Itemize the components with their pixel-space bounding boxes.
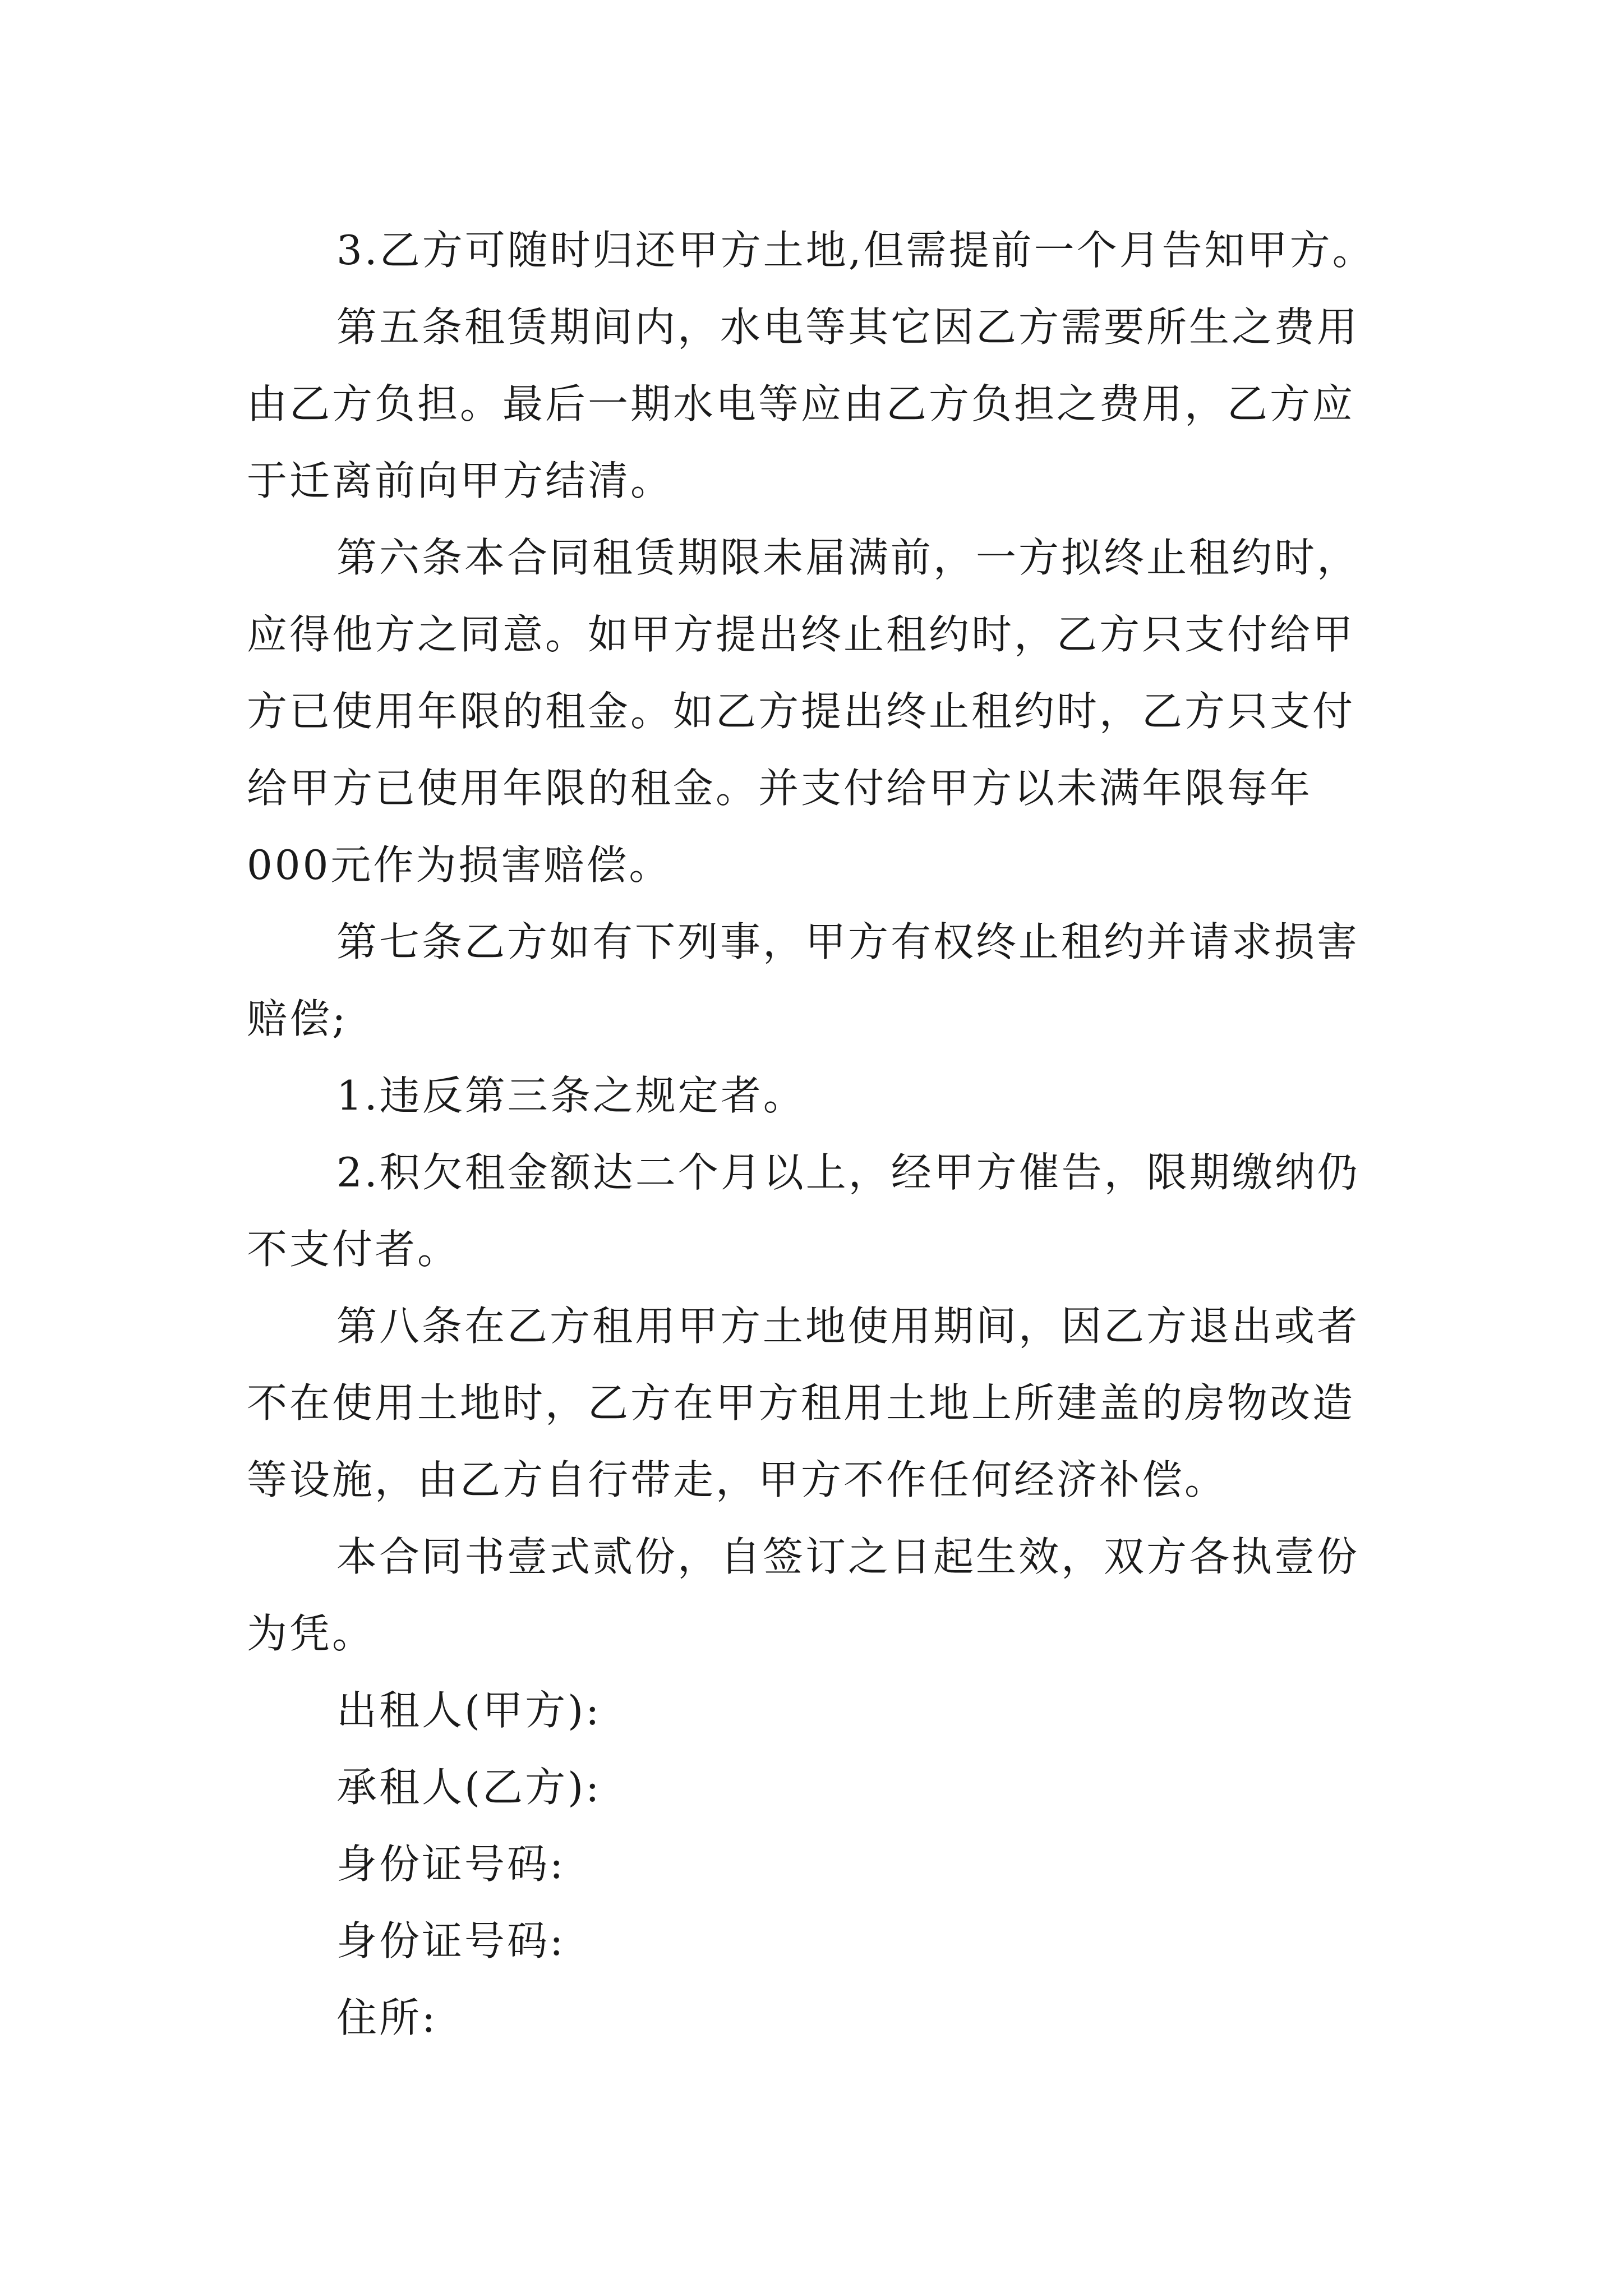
paragraph-return-land <box>247 212 1391 289</box>
text-line: 第八条在乙方租用甲方土地使用期间，因乙方退出或者 <box>336 1303 1360 1350</box>
paragraph-article-8 <box>247 1288 1391 1519</box>
text-line: 应得他方之同意。如甲方提出终止租约时，乙方只支付给甲 <box>247 611 1355 658</box>
id-number-field-label: 身份证号码: <box>336 1841 566 1888</box>
id-number-field-label: 身份证号码: <box>336 1917 566 1964</box>
text-line: 本合同书壹式贰份，自签订之日起生效，双方各执壹份 <box>336 1533 1360 1580</box>
text-line: 由乙方负担。最后一期水电等应由乙方负担之费用，乙方应 <box>247 380 1355 427</box>
text-line: 等设施，由乙方自行带走，甲方不作任何经济补偿。 <box>247 1456 1228 1503</box>
paragraph-item-1 <box>247 1057 1391 1134</box>
lessee-field-label: 承租人(乙方): <box>336 1764 602 1811</box>
text-line: 3.乙方可随时归还甲方土地,但需提前一个月告知甲方。 <box>336 227 1375 274</box>
document-body <box>247 212 1391 2056</box>
lessor-field-label: 出租人(甲方): <box>336 1687 602 1734</box>
signature-block <box>247 1672 1391 2056</box>
paragraph-article-7 <box>247 904 1391 1057</box>
text-line: 为凭。 <box>247 1610 375 1657</box>
text-line: 赔偿; <box>247 995 348 1042</box>
text-line: 第七条乙方如有下列事，甲方有权终止租约并请求损害 <box>336 918 1360 965</box>
text-line: 给甲方已使用年限的租金。并支付给甲方以未满年限每年 <box>247 765 1313 812</box>
text-line: 第五条租赁期间内，水电等其它因乙方需要所生之费用 <box>336 303 1360 351</box>
text-line: 第六条本合同租赁期限未届满前，一方拟终止租约时， <box>336 534 1360 581</box>
text-line: 不支付者。 <box>247 1226 460 1273</box>
text-line: 000元作为损害赔偿。 <box>247 841 672 889</box>
text-line: 方已使用年限的租金。如乙方提出终止租约时，乙方只支付 <box>247 688 1355 735</box>
text-line: 于迁离前向甲方结清。 <box>247 457 674 504</box>
address-field-label: 住所: <box>336 1994 438 2041</box>
text-line: 1.违反第三条之规定者。 <box>336 1072 806 1119</box>
paragraph-article-5 <box>247 289 1391 519</box>
paragraph-article-6 <box>247 519 1391 904</box>
text-line: 不在使用土地时，乙方在甲方租用土地上所建盖的房物改造 <box>247 1379 1355 1427</box>
text-line: 2.积欠租金额达二个月以上，经甲方催告，限期缴纳仍 <box>336 1149 1360 1196</box>
paragraph-item-2 <box>247 1134 1391 1288</box>
paragraph-contract-copies <box>247 1519 1391 1672</box>
